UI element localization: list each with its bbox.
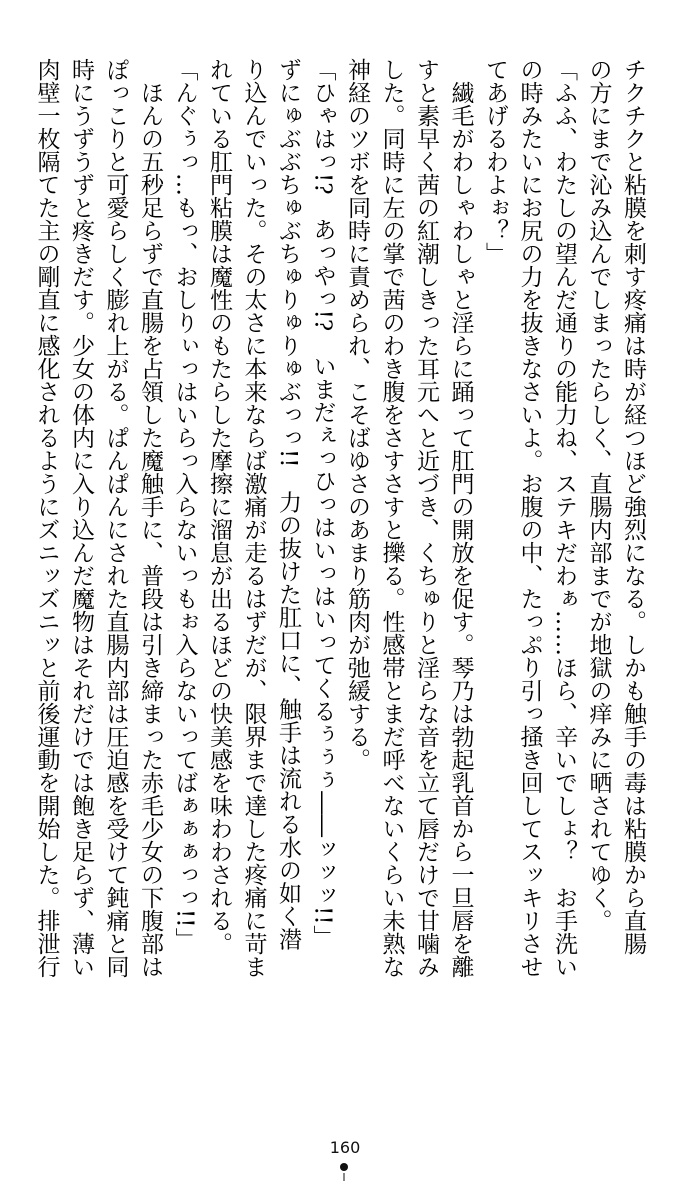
text-line: ずにゅぶぶちゅぶちゅりゅりゅぶっっ!! 力の抜けた肛口に、触手は流れる水の如く潜 <box>275 58 301 951</box>
text-line: すと素早く茜の紅潮しきった耳元へと近づき、くちゅりと淫らな音を立て唇だけで甘噛み <box>413 58 439 978</box>
text-line: した。同時に左の掌で茜のわき腹をさすさすと擽る。性感帯とまだ呼べないくらい未熟な <box>378 58 405 978</box>
text-line: の方にまで沁み込んでしまったらしく、直腸内部までが地獄の痒みに晒されてゆく。 <box>585 58 612 932</box>
text-line: てあげるわよぉ？」 <box>482 58 508 265</box>
text-line: り込んでいった。その太さに本来ならば激痛が走るはずだが、限界まで達した疼痛に苛ま <box>240 58 267 978</box>
text-line: ほんの五秒足らずで直腸を占領した魔触手に、普段は引き締まった赤毛少女の下腹部は <box>137 58 163 978</box>
text-line: 時にうずうずと疼きだす。少女の体内に入り込んだ魔物はそれだけでは飽き足らず、薄い <box>68 58 94 978</box>
text-line: 神経のツボを同時に責められ、こそばゆさのあまり筋肉が弛緩する。 <box>344 58 370 771</box>
page-marker-tick <box>343 1173 345 1181</box>
page-marker-dot-icon <box>340 1163 348 1171</box>
text-line: の時みたいにお尻の力を抜きなさいよ。お腹の中、たっぷり引っ掻き回してスッキリさせ <box>516 58 543 978</box>
text-line: れている肛門粘膜は魔性のもたらした摩擦に溜息が出るほどの快美感を味わわされる。 <box>206 58 232 955</box>
text-line: チクチクと粘膜を刺す疼痛は時が経つほど強烈になる。しかも触手の毒は粘膜から直腸 <box>620 58 646 955</box>
vertical-text-block <box>10 58 650 978</box>
text-line: 繊毛がわしゃわしゃと淫らに踊って肛門の開放を促す。琴乃は勃起乳首から一旦唇を離 <box>447 58 474 978</box>
page-number: 160 <box>329 1138 361 1157</box>
text-line: 「ふふ、わたしの望んだ通りの能力ね、ステキだわぁ……ほら、辛いでしょ？ お手洗い <box>551 58 577 978</box>
text-line: 「んぐぅっ…もっ、おしりぃっはいらっ入らないっもぉ入らないってばぁぁぁっっ!!」 <box>171 58 198 951</box>
text-line: 肉壁一枚隔てた主の剛直に感化されるようにズニッズニッと前後運動を開始した。排泄行 <box>33 58 60 978</box>
text-line: 「ひゃはっ!? あっやっ!? いまだぇっひっはいっはいってくるぅぅぅ――ッッッ!!」 <box>309 58 336 948</box>
text-line: ぽっこりと可愛らしく膨れ上がる。ぱんぱんにされた直腸内部は圧迫感を受けて鈍痛と同 <box>102 58 129 978</box>
